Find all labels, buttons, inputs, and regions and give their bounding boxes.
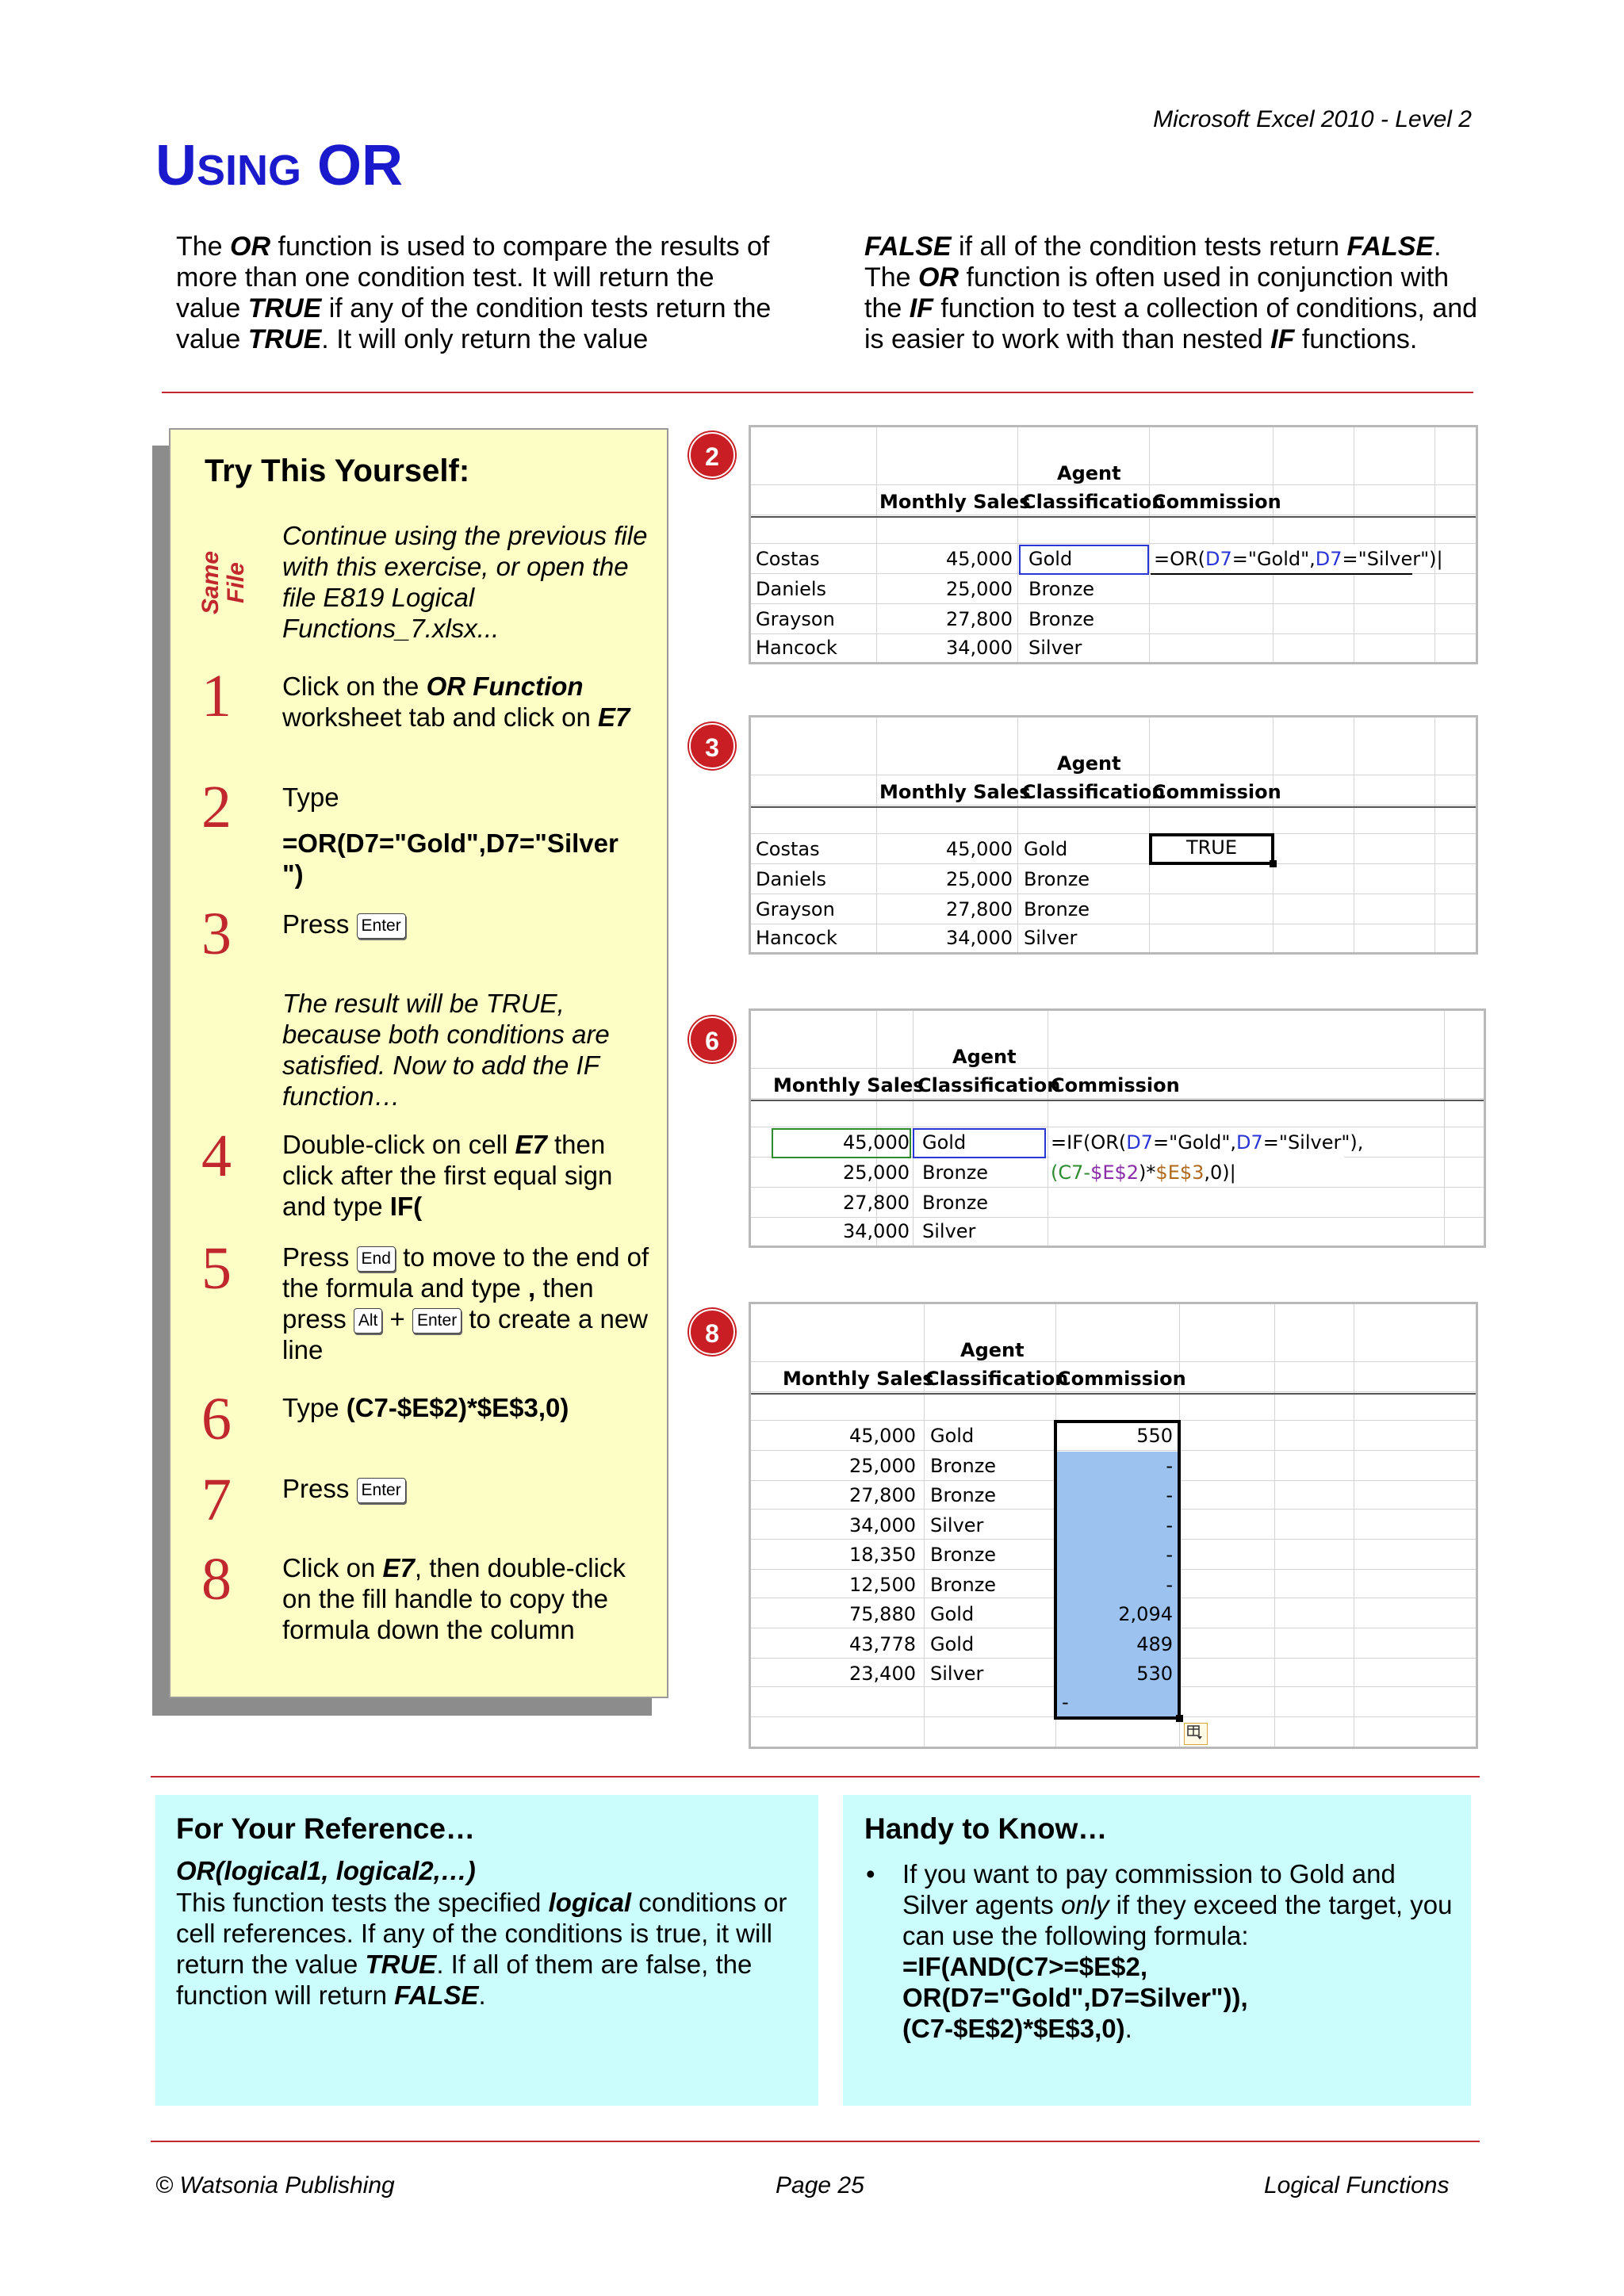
- intro-column-right: FALSE if all of the condition tests return FALSE. The OR function is often used in conjunction with the IF function to test a collection of conditions, and is easier to work with than nested IF functions.: [864, 232, 1478, 354]
- screenshot-step-2: [749, 425, 1478, 664]
- classification-value: Gold: [930, 1632, 975, 1655]
- classification-value: Gold: [1024, 838, 1068, 860]
- end-key: End: [357, 1246, 396, 1272]
- formula-line-1: =IF(OR(D7="Gold",D7="Silver"),: [1051, 1131, 1364, 1154]
- sales-value: 75,880: [849, 1603, 916, 1625]
- sales-value: 45,000: [843, 1131, 910, 1154]
- handy-text: If you want to pay commission to Gold and Silver agents only if they exceed the target, you can use the following formula: =IF(AND(C7>=$E$2, OR(D7="Gold",D7=Silver")), (C7-$E$2)*$E$3,0).: [902, 1859, 1453, 2043]
- commission-value: 550: [1136, 1425, 1173, 1447]
- sales-value: 45,000: [946, 838, 1013, 860]
- classification-value: Silver: [930, 1663, 984, 1685]
- formula-in-cell: =OR(D7="Gold",D7="Silver")|: [1154, 548, 1443, 570]
- sales-value: 34,000: [843, 1220, 910, 1242]
- enter-key: Enter: [357, 1478, 406, 1503]
- callout-badge-6: 6: [689, 1016, 735, 1062]
- sales-value: 45,000: [946, 548, 1013, 570]
- formula-line-2: (C7-$E$2)*$E$3,0)|: [1051, 1161, 1236, 1184]
- footer-publisher: © Watsonia Publishing: [155, 2172, 395, 2198]
- header-monthly-sales: Monthly Sales: [879, 491, 1031, 513]
- sales-value: 27,800: [849, 1484, 916, 1506]
- intro-note: Continue using the previous file with this exercise, or open the file E819 Logical Functions_7.xlsx...: [282, 521, 648, 643]
- header-commission: Commission: [1152, 781, 1281, 803]
- agent-name: Daniels: [756, 578, 827, 600]
- classification-value: Silver: [1028, 637, 1082, 659]
- header-commission: Commission: [1057, 1368, 1186, 1390]
- d7-reference-box: [1019, 545, 1149, 575]
- header-commission: Commission: [1051, 1074, 1180, 1096]
- step-number-1: 1: [201, 663, 232, 729]
- step-number-7: 7: [201, 1467, 232, 1533]
- reference-title: For Your Reference…: [176, 1812, 475, 1845]
- classification-value: Bronze: [930, 1484, 997, 1506]
- classification-value: Bronze: [1024, 898, 1090, 920]
- handy-bullet: •: [866, 1859, 875, 1888]
- sales-value: 18,350: [849, 1544, 916, 1566]
- same-file-label: Same File: [197, 550, 249, 615]
- classification-value: Bronze: [1028, 608, 1095, 630]
- enter-key: Enter: [412, 1308, 462, 1334]
- agent-name: Costas: [756, 838, 820, 860]
- header-agent: Agent: [960, 1339, 1025, 1361]
- screenshot-step-6: [749, 1008, 1486, 1248]
- header-classification: Classification: [925, 1368, 1069, 1390]
- classification-value: Silver: [922, 1220, 976, 1242]
- sales-value: 25,000: [843, 1161, 910, 1184]
- result-note: The result will be TRUE, because both conditions are satisfied. Now to add the IF function…: [282, 989, 610, 1111]
- reference-text: This function tests the specified logical conditions or cell references. If any of the conditions is true, it will return the value TRUE. If all of them are false, the function will return FALSE.: [176, 1888, 787, 2010]
- classification-value: Gold: [922, 1131, 967, 1154]
- commission-value: 489: [1136, 1632, 1173, 1655]
- step-8-text: Click on E7, then double-click on the fill handle to copy the formula down the column: [282, 1553, 626, 1644]
- sales-value: 12,500: [849, 1573, 916, 1596]
- sales-value: 43,778: [849, 1632, 916, 1655]
- or-result: TRUE: [1185, 836, 1238, 859]
- step-1-text: Click on the OR Function worksheet tab and click on E7: [282, 672, 630, 732]
- agent-name: Grayson: [756, 608, 835, 630]
- agent-name: Costas: [756, 548, 820, 570]
- footer-divider: [151, 2141, 1480, 2142]
- sales-value: 25,000: [946, 578, 1013, 600]
- classification-value: Bronze: [1028, 578, 1095, 600]
- enter-key: Enter: [357, 913, 406, 939]
- agent-name: Hancock: [756, 637, 837, 659]
- classification-value: Gold: [1028, 548, 1073, 570]
- header-classification: Classification: [917, 1074, 1061, 1096]
- classification-value: Silver: [1024, 927, 1078, 949]
- step-number-2: 2: [201, 774, 232, 840]
- header-monthly-sales: Monthly Sales: [783, 1368, 934, 1390]
- commission-value: 530: [1136, 1663, 1173, 1685]
- header-classification: Classification: [1022, 491, 1166, 513]
- page-title: USING OR: [155, 134, 404, 197]
- header-monthly-sales: Monthly Sales: [879, 781, 1031, 803]
- classification-value: Bronze: [930, 1544, 997, 1566]
- commission-value: 2,094: [1118, 1603, 1173, 1625]
- callout-badge-2: 2: [689, 432, 735, 478]
- reference-syntax: OR(logical1, logical2,…): [176, 1856, 476, 1885]
- sales-value: 34,000: [946, 637, 1013, 659]
- sales-value: 34,000: [849, 1513, 916, 1536]
- header-commission: Commission: [1152, 491, 1281, 513]
- header-agent: Agent: [1057, 462, 1121, 484]
- classification-value: Bronze: [922, 1192, 989, 1214]
- classification-value: Silver: [930, 1513, 984, 1536]
- classification-value: Bronze: [1024, 868, 1090, 890]
- classification-value: Gold: [930, 1425, 975, 1447]
- agent-name: Daniels: [756, 868, 827, 890]
- sales-value: 27,800: [946, 898, 1013, 920]
- sales-value: 34,000: [946, 927, 1013, 949]
- auto-fill-options-icon[interactable]: [1184, 1723, 1208, 1745]
- step-number-5: 5: [201, 1235, 232, 1302]
- fill-handle: [1270, 860, 1277, 867]
- sales-value: 25,000: [946, 868, 1013, 890]
- commission-value: -: [1166, 1454, 1173, 1477]
- active-cell-e7: [1149, 833, 1274, 865]
- footer-page-number: Page 25: [776, 2172, 864, 2198]
- step-6-text: Type (C7-$E$2)*$E$3,0): [282, 1393, 569, 1422]
- intro-column-left: The OR function is used to compare the results of more than one condition test. It will return the value TRUE if any of the condition tests return the value TRUE. It will only return the value: [176, 232, 772, 354]
- commission-value: -: [1166, 1573, 1173, 1596]
- step-5-text: Press End to move to the end of the formula and type , then press Alt + Enter to create a new line: [282, 1242, 649, 1364]
- commission-value: -: [1166, 1484, 1173, 1506]
- step-number-6: 6: [201, 1386, 232, 1452]
- screenshot-step-3: [749, 715, 1478, 955]
- sales-value: 45,000: [849, 1425, 916, 1447]
- classification-value: Bronze: [922, 1161, 989, 1184]
- sales-value: 23,400: [849, 1663, 916, 1685]
- alt-key: Alt: [354, 1308, 383, 1334]
- handy-title: Handy to Know…: [864, 1812, 1108, 1845]
- step-2-formula: =OR(D7="Gold",D7="Silver "): [282, 828, 619, 889]
- commission-value: -: [1166, 1513, 1173, 1536]
- step-number-4: 4: [201, 1123, 232, 1189]
- agent-name: Grayson: [756, 898, 835, 920]
- callout-badge-8: 8: [689, 1309, 735, 1355]
- header-classification: Classification: [1022, 781, 1166, 803]
- header-agent: Agent: [952, 1046, 1017, 1068]
- callout-badge-3: 3: [689, 723, 735, 769]
- step-number-3: 3: [201, 901, 232, 967]
- sales-value: 27,800: [843, 1192, 910, 1214]
- top-divider: [162, 392, 1473, 393]
- step-2-text: Type: [282, 783, 339, 812]
- footer-section: Logical Functions: [1264, 2172, 1450, 2198]
- fill-handle: [1176, 1715, 1183, 1722]
- screenshot-step-8: [749, 1302, 1478, 1749]
- header-monthly-sales: Monthly Sales: [773, 1074, 925, 1096]
- classification-value: Gold: [930, 1603, 975, 1625]
- step-4-text: Double-click on cell E7 then click after the first equal sign and type IF(: [282, 1130, 613, 1221]
- panel-title: Try This Yourself:: [205, 453, 470, 488]
- step-7-text: Press Enter: [282, 1473, 655, 1504]
- reference-divider: [151, 1776, 1480, 1777]
- last-row-dash: -: [1062, 1691, 1069, 1713]
- sales-value: 27,800: [946, 608, 1013, 630]
- classification-value: Bronze: [930, 1454, 997, 1477]
- course-header: Microsoft Excel 2010 - Level 2: [1153, 106, 1472, 132]
- classification-value: Bronze: [930, 1573, 997, 1596]
- agent-name: Hancock: [756, 927, 837, 949]
- step-number-8: 8: [201, 1546, 232, 1613]
- sales-value: 25,000: [849, 1454, 916, 1477]
- step-3-text: Press Enter: [282, 909, 655, 939]
- header-agent: Agent: [1057, 752, 1121, 775]
- commission-value: -: [1166, 1544, 1173, 1566]
